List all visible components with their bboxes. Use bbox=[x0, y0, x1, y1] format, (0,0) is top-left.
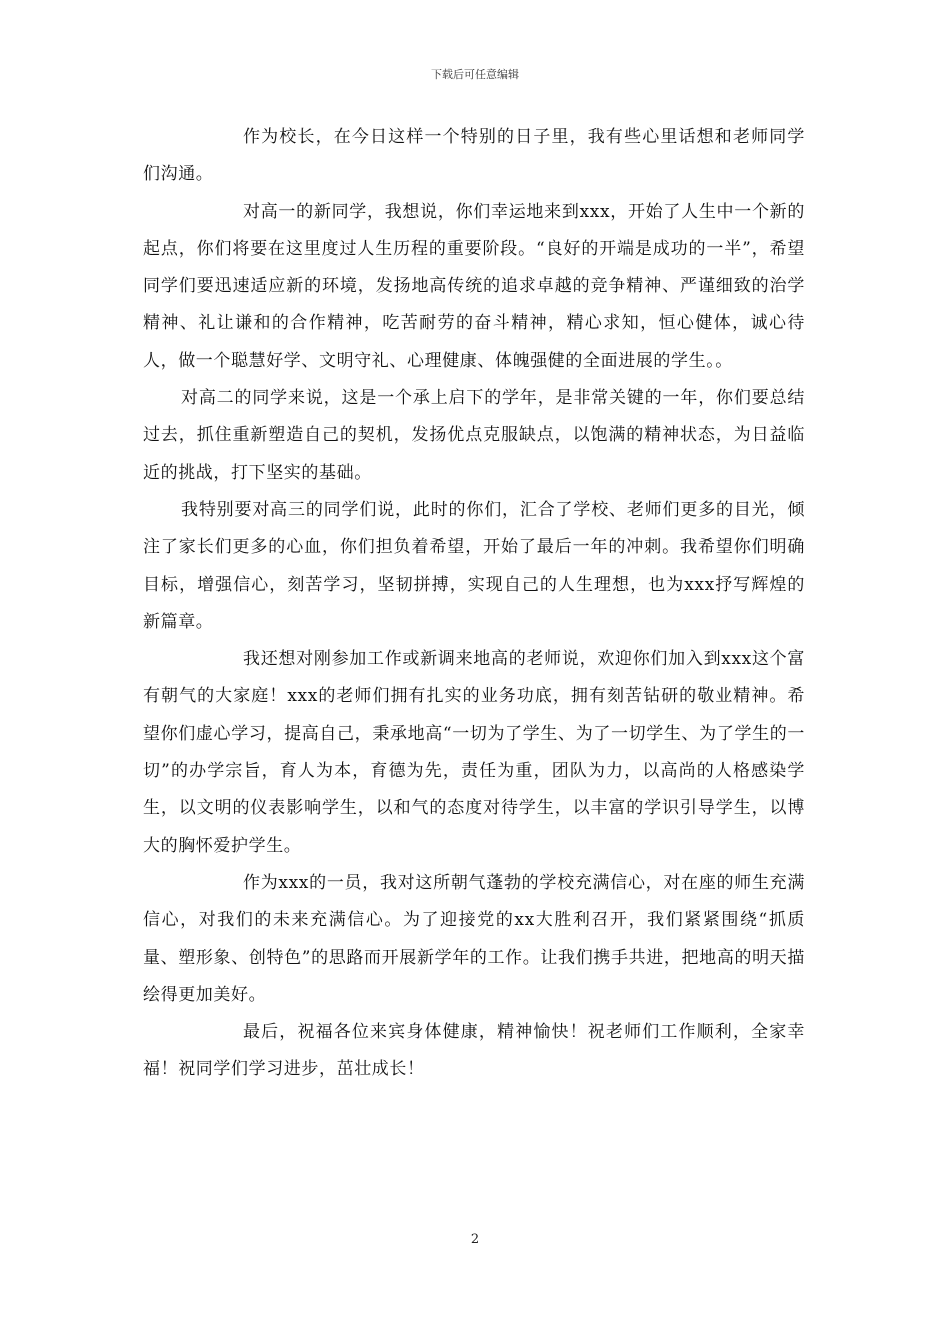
header-note: 下载后可任意编辑 bbox=[431, 68, 519, 81]
page-number: 2 bbox=[470, 1232, 480, 1247]
document-body bbox=[143, 119, 805, 1089]
paragraph-opening: 作为校长，在今日这样一个特别的日子里，我有些心里话想和老师同学们沟通。 bbox=[143, 127, 805, 185]
paragraph-closing: 最后，祝福各位来宾身体健康，精神愉快！祝老师们工作顺利，全家幸福！祝同学们学习进步，茁壮成长！ bbox=[143, 1022, 805, 1080]
paragraph-grade-twelve: 我特别要对高三的同学们说，此时的你们，汇合了学校、老师们更多的目光，倾注了家长们更多的心血，你们担负着希望，开始了最后一年的冲刺。我希望你们明确目标，增强信心，刻苦学习，坚韧拼搏，实现自己的人生理想，也为xxx抒写辉煌的新篇章。 bbox=[143, 499, 805, 632]
paragraph-new-teachers: 我还想对刚参加工作或新调来地高的老师说，欢迎你们加入到xxx这个富有朝气的大家庭！xxx的老师们拥有扎实的业务功底，拥有刻苦钻研的敬业精神。希望你们虚心学习，提高自己，秉承地高“一切为了学生、为了一切学生、为了学生的一切”的办学宗旨，育人为本，育德为先，责任为重，团队为力，以高尚的人格感染学生，以文明的仪表影响学生，以和气的态度对待学生，以丰富的学识引导学生，以博大的胸怀爱护学生。 bbox=[143, 649, 805, 856]
paragraph-grade-ten: 对高一的新同学，我想说，你们幸运地来到xxx，开始了人生中一个新的起点，你们将要在这里度过人生历程的重要阶段。“良好的开端是成功的一半”，希望同学们要迅速适应新的环境，发扬地高传统的追求卓越的竞争精神、严谨细致的治学精神、礼让谦和的合作精神，吃苦耐劳的奋斗精神，精心求知，恒心健体，诚心待人，做一个聪慧好学、文明守礼、心理健康、体魄强健的全面进展的学生。。 bbox=[143, 201, 805, 371]
paragraph-grade-eleven: 对高二的同学来说，这是一个承上启下的学年，是非常关键的一年，你们要总结过去，抓住重新塑造自己的契机，发扬优点克服缺点，以饱满的精神状态，为日益临近的挑战，打下坚实的基础。 bbox=[143, 388, 805, 483]
paragraph-confidence: 作为xxx的一员，我对这所朝气蓬勃的学校充满信心，对在座的师生充满信心，对我们的未来充满信心。为了迎接党的xx大胜利召开，我们紧紧围绕“抓质量、塑形象、创特色”的思路而开展新学年的工作。让我们携手共进，把地高的明天描绘得更加美好。 bbox=[143, 872, 805, 1005]
